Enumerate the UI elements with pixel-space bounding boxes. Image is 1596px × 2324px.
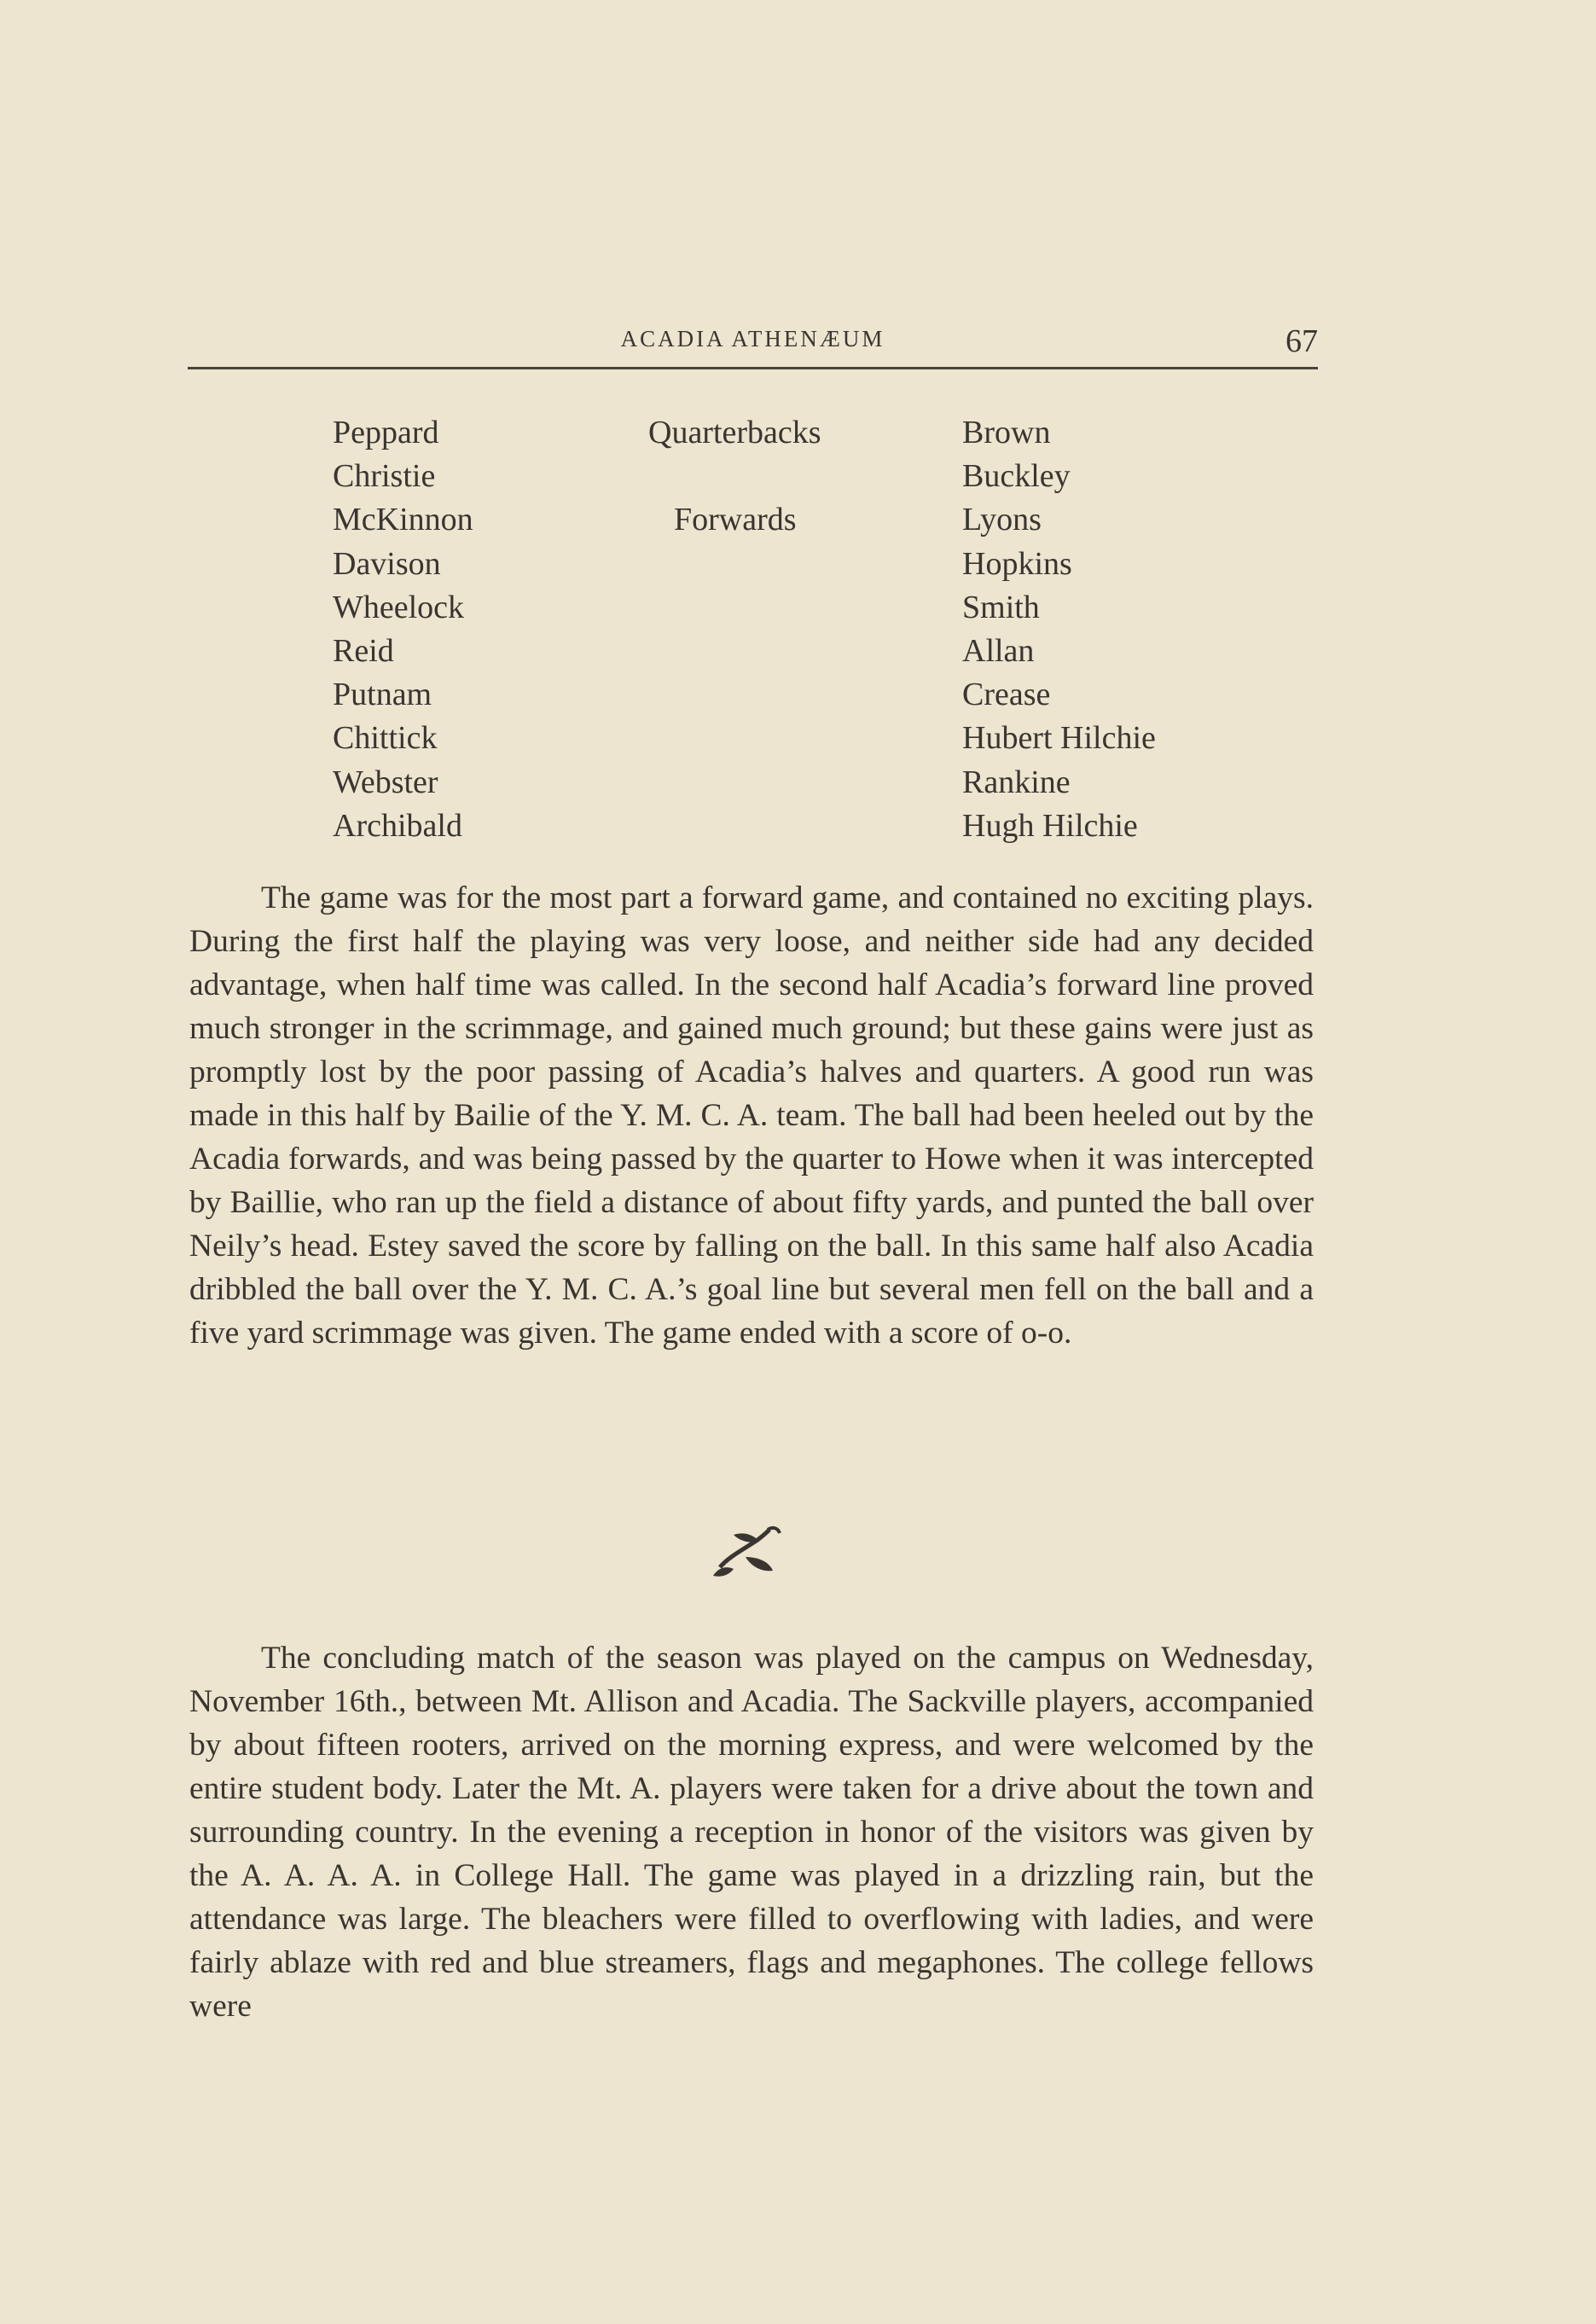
right-team-column bbox=[962, 411, 1156, 848]
fleuron-icon bbox=[708, 1523, 785, 1583]
right-team-player: Allan bbox=[962, 633, 1035, 670]
right-team-player: Buckley bbox=[962, 458, 1071, 495]
left-team-player: Putnam bbox=[333, 677, 432, 713]
right-team-player: Smith bbox=[962, 589, 1040, 625]
paragraph-game-report: The game was for the most part a forward game, and contained no exciting plays. During the first half the playing was very loose, and neither side had any decided advantage, when half time was called. In the second half Acadia’s forward line proved much stronger in the scrimmage, and gained much ground; but these gains were just as promptly lost by the poor passing of Acadia’s halves and quarters. A good run was made in this half by Bailie of the Y. M. C. A. team. The ball had been heeled out by the Acadia forwards, and was being passed by the quarter to Howe when it was intercepted by Baillie, who ran up the field a distance of about fifty yards, and punted the ball over Neily’s head. Estey saved the score by falling on the ball. In this same half also Acadia dribbled the ball over the Y. M. C. A.’s goal line but several men fell on the ball and a five yard scrimmage was given. The game ended with a score of o-o. bbox=[189, 880, 1314, 1351]
left-team-player: Peppard bbox=[333, 415, 439, 450]
paragraph-concluding-match: The concluding match of the season was played on the campus on Wednesday, November 16th., between Mt. Allison and Acadia. The Sackville players, accompanied by about fifteen rooters, arrived on the morning express, and were welcomed by the entire student body. Later the Mt. A. players were taken for a drive about the town and surrounding country. In the evening a reception in honor of the visitors was given by the A. A. A. A. in College Hall. The game was played in a drizzling rain, but the attendance was large. The bleachers were filled to overflowing with ladies, and were fairly ablaze with red and blue streamers, flags and megaphones. The college fellows were bbox=[189, 1641, 1314, 2024]
right-team-player: Brown bbox=[962, 415, 1051, 450]
running-head bbox=[188, 322, 1318, 365]
left-team-player: Webster bbox=[333, 764, 438, 800]
left-team-player: Davison bbox=[333, 545, 441, 582]
right-team-player: Hubert Hilchie bbox=[962, 720, 1156, 757]
left-team-player: Archibald bbox=[333, 807, 462, 844]
right-team-player: Rankine bbox=[962, 764, 1071, 800]
header-rule bbox=[188, 367, 1318, 369]
left-team-player: Christie bbox=[333, 458, 436, 495]
right-team-player: Hopkins bbox=[962, 545, 1072, 582]
position-label: Forwards bbox=[674, 502, 797, 538]
left-team-column bbox=[333, 411, 473, 848]
left-team-player: Reid bbox=[333, 633, 394, 670]
right-team-player: Hugh Hilchie bbox=[962, 807, 1138, 844]
page-number: 67 bbox=[1286, 323, 1318, 359]
left-team-player: Chittick bbox=[333, 720, 438, 757]
position-label: Quarterbacks bbox=[648, 415, 821, 450]
left-team-player: Wheelock bbox=[333, 589, 465, 625]
left-team-player: McKinnon bbox=[333, 502, 473, 538]
right-team-player: Crease bbox=[962, 677, 1051, 713]
running-title: ACADIA ATHENÆUM bbox=[620, 326, 885, 352]
right-team-player: Lyons bbox=[962, 502, 1042, 538]
